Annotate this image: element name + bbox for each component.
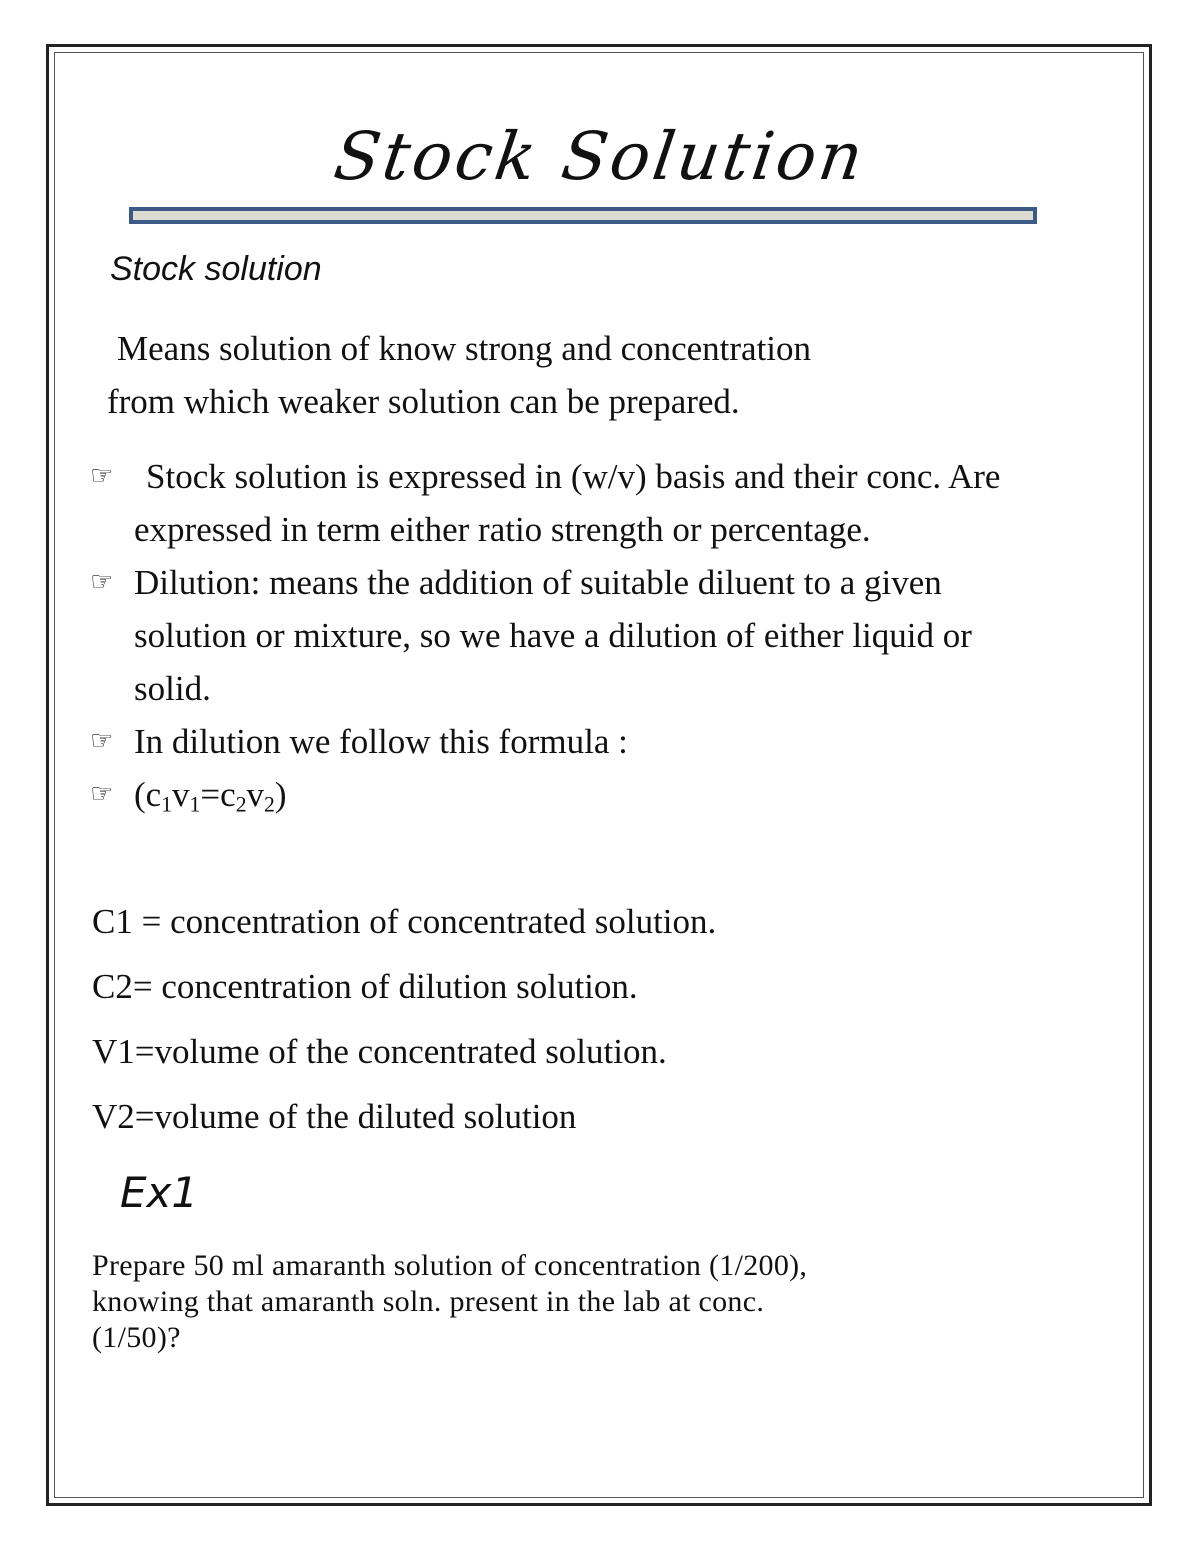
question-line-2: knowing that amaranth soln. present in the lab at conc. <box>92 1285 765 1318</box>
question-line-1: Prepare 50 ml amaranth solution of concentration (1/200), <box>92 1249 808 1282</box>
bullet-item <box>90 450 1030 556</box>
question-line-3: (1/50)? <box>92 1321 181 1354</box>
example-question <box>92 1248 1032 1356</box>
page-title: Stock Solution <box>329 118 871 195</box>
example-label: Ex1 <box>120 1168 199 1217</box>
definition-c1: C1 = concentration of concentrated solution. <box>92 902 717 941</box>
pointing-hand-icon: ☞ <box>90 567 114 597</box>
pointing-hand-icon: ☞ <box>90 461 114 491</box>
definitions-list <box>92 896 716 1156</box>
bullet-list <box>90 450 1030 821</box>
pointing-hand-icon: ☞ <box>90 779 114 809</box>
bullet-text: In dilution we follow this formula : <box>134 722 628 761</box>
title-underline-bar <box>129 207 1037 224</box>
bullet-item <box>90 715 1030 768</box>
section-heading: Stock solution <box>110 250 322 288</box>
bullet-text: Stock solution is expressed in (w/v) basis and their conc. Are expressed in term either ratio strength or percentage. <box>134 457 1001 549</box>
intro-paragraph <box>107 322 811 428</box>
intro-line-2: from which weaker solution can be prepared. <box>107 382 740 421</box>
intro-line-1: Means solution of know strong and concentration <box>117 329 812 368</box>
definition-v1: V1=volume of the concentrated solution. <box>92 1032 667 1071</box>
dilution-formula: $(c_1v_1=c_2v_2)$ <box>134 775 287 817</box>
bullet-text: Dilution: means the addition of suitable diluent to a given solution or mixture, so we have a dilution of either liquid or solid. <box>134 563 972 708</box>
bullet-item <box>90 556 1030 715</box>
formula-item <box>90 768 1030 821</box>
definition-c2: C2= concentration of dilution solution. <box>92 967 638 1006</box>
pointing-hand-icon: ☞ <box>90 726 114 756</box>
definition-v2: V2=volume of the diluted solution <box>92 1097 577 1136</box>
